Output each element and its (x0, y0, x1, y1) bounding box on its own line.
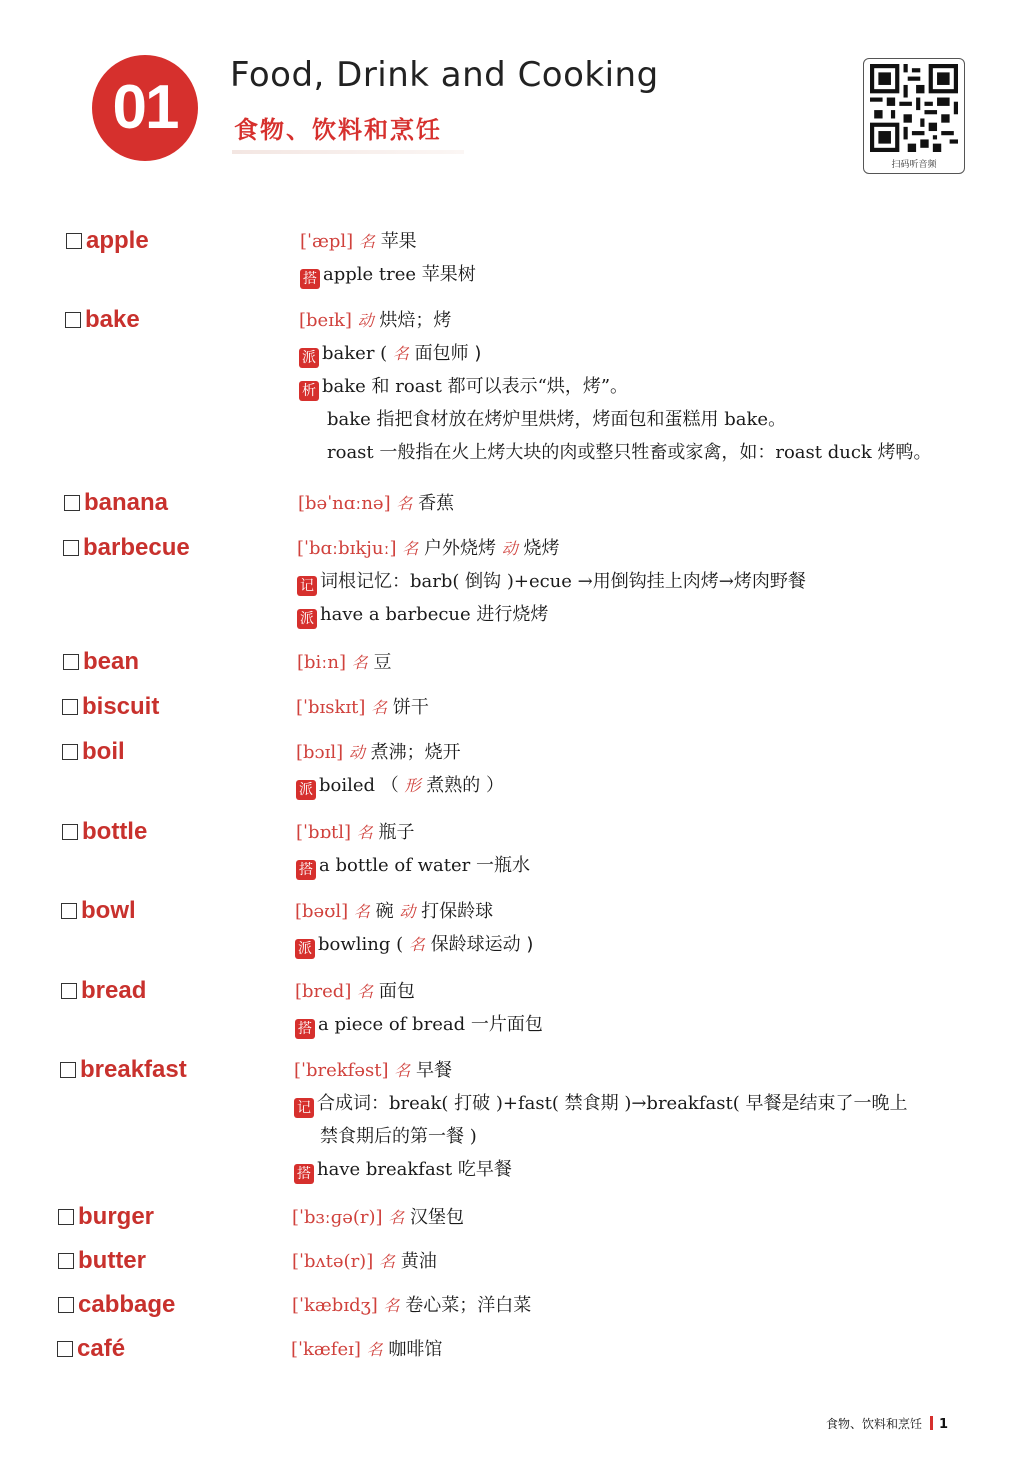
definition-line (292, 1206, 464, 1230)
meaning: 面包 (378, 981, 415, 1002)
meaning: 碗 (375, 901, 394, 922)
part-of-speech: 名 (408, 935, 425, 954)
meaning: 瓶子 (378, 822, 415, 843)
phonetic: [ˈbɒtl] (296, 822, 352, 843)
unit-number-badge: 01 (92, 55, 198, 161)
definition-line (327, 408, 786, 432)
note-tag: 析 (299, 381, 319, 401)
definition-line (292, 1250, 437, 1274)
headword-text: biscuit (82, 693, 160, 720)
phonetic: [ˈkæbɪdʒ] (292, 1295, 378, 1316)
checkbox[interactable] (58, 1209, 74, 1225)
headword-text: boil (82, 738, 125, 765)
checkbox[interactable] (58, 1253, 74, 1269)
part-of-speech: 名 (358, 232, 375, 251)
meaning: 咖啡馆 (388, 1339, 443, 1360)
meaning: 苹果 (380, 231, 417, 252)
entry-headword (65, 305, 140, 335)
title-underline (232, 150, 464, 154)
phonetic: [ˈbʌtə(r)] (292, 1251, 374, 1272)
note-text: boiled （ (319, 775, 405, 796)
unit-title-english: Food, Drink and Cooking (230, 55, 659, 95)
part-of-speech: 形 (404, 776, 421, 795)
part-of-speech: 名 (371, 698, 388, 717)
page-footer (826, 1415, 948, 1432)
definition-line (295, 933, 533, 959)
meaning: 烧烤 (523, 538, 560, 559)
note-text: roast 一般指在火上烤大块的肉或整只牲畜或家禽，如：roast duck 烤鸭。 (327, 442, 932, 463)
note-tag: 派 (297, 609, 317, 629)
part-of-speech: 名 (396, 494, 413, 513)
definition-line (297, 603, 548, 629)
part-of-speech: 名 (392, 344, 409, 363)
definition-line (296, 854, 530, 880)
phonetic: [ˈbɑːbɪkjuː] (297, 538, 397, 559)
definition-line (296, 741, 461, 765)
headword-text: banana (84, 489, 169, 516)
checkbox[interactable] (64, 495, 80, 511)
unit-title-chinese: 食物、饮料和烹饪 (234, 116, 442, 144)
checkbox[interactable] (61, 983, 77, 999)
qr-caption: 扫码听音频 (891, 160, 937, 170)
checkbox[interactable] (62, 824, 78, 840)
definition-line (299, 342, 481, 368)
checkbox[interactable] (65, 312, 81, 328)
entry-headword (63, 533, 190, 563)
checkbox[interactable] (62, 744, 78, 760)
note-tag: 搭 (300, 269, 320, 289)
definition-line (297, 537, 560, 561)
page-number: 1 (939, 1417, 949, 1432)
meaning: 煮沸；烧开 (370, 742, 461, 763)
checkbox[interactable] (62, 699, 78, 715)
definition-line (297, 570, 806, 596)
phonetic: [ˈbɜːɡə(r)] (292, 1207, 383, 1228)
note-tag: 记 (294, 1098, 314, 1118)
phonetic: [biːn] (297, 652, 346, 673)
part-of-speech: 名 (353, 902, 370, 921)
definition-line (320, 1125, 477, 1149)
entry-headword (64, 488, 168, 518)
checkbox[interactable] (60, 1062, 76, 1078)
definition-line (292, 1294, 531, 1318)
note-text: 保龄球运动 ) (424, 934, 534, 955)
part-of-speech: 动 (348, 743, 365, 762)
phonetic: [bred] (295, 981, 352, 1002)
definition-line (299, 309, 451, 333)
definition-line (296, 821, 415, 845)
checkbox[interactable] (57, 1341, 73, 1357)
phonetic: [ˈkæfeɪ] (291, 1339, 361, 1360)
note-text: bake 和 roast 都可以表示“烘，烤”。 (322, 376, 629, 397)
headword-text: cabbage (78, 1291, 176, 1318)
note-text: have breakfast 吃早餐 (317, 1159, 512, 1180)
note-text: bowling ( (318, 934, 409, 955)
entry-headword (62, 737, 125, 767)
meaning: 打保龄球 (421, 901, 494, 922)
headword-text: barbecue (83, 534, 190, 561)
note-text: bake 指把食材放在烤炉里烘烤，烤面包和蛋糕用 bake。 (327, 409, 787, 430)
definition-line (327, 441, 932, 465)
definition-line (294, 1059, 452, 1083)
definition-line (295, 900, 493, 924)
phonetic: [ˈbɪskɪt] (296, 697, 366, 718)
headword-text: bread (81, 977, 147, 1004)
note-tag: 派 (295, 939, 315, 959)
headword-text: bowl (81, 897, 136, 924)
part-of-speech: 名 (402, 539, 419, 558)
headword-text: bottle (82, 818, 148, 845)
part-of-speech: 动 (357, 311, 374, 330)
entry-headword (62, 817, 147, 847)
note-text: baker ( (322, 343, 393, 364)
note-text: 煮熟的 ） (420, 775, 504, 796)
note-tag: 记 (297, 576, 317, 596)
part-of-speech: 动 (399, 902, 416, 921)
checkbox[interactable] (63, 540, 79, 556)
phonetic: [ˈæpl] (300, 231, 354, 252)
note-tag: 派 (296, 780, 316, 800)
entry-headword (66, 226, 149, 256)
meaning: 豆 (373, 652, 392, 673)
checkbox[interactable] (58, 1297, 74, 1313)
entry-headword (63, 647, 139, 677)
qr-code-icon (870, 64, 958, 152)
note-text: 面包师 ) (408, 343, 482, 364)
definition-line (294, 1158, 512, 1184)
definition-line (294, 1092, 907, 1118)
part-of-speech: 名 (388, 1208, 405, 1227)
headword-text: café (77, 1335, 126, 1362)
meaning: 黄油 (400, 1251, 437, 1272)
footer-divider (930, 1416, 933, 1430)
definition-line (298, 492, 454, 516)
note-tag: 搭 (295, 1019, 315, 1039)
definition-line (296, 696, 429, 720)
entry-headword (58, 1290, 175, 1320)
note-text: 合成词：break( 打破 )+fast( 禁食期 )→breakfast( 早餐是结束了一晚上 (317, 1093, 908, 1114)
note-text: a piece of bread 一片面包 (318, 1014, 543, 1035)
part-of-speech: 名 (356, 823, 373, 842)
note-text: have a barbecue 进行烧烤 (320, 604, 549, 625)
part-of-speech: 名 (378, 1252, 395, 1271)
meaning: 烘焙；烤 (379, 310, 452, 331)
headword-text: butter (78, 1247, 146, 1274)
headword-text: bake (85, 306, 140, 333)
meaning: 饼干 (392, 697, 429, 718)
phonetic: [bəʊl] (295, 901, 349, 922)
entry-headword (58, 1246, 146, 1276)
note-text: a bottle of water 一瓶水 (319, 855, 530, 876)
note-text: apple tree 苹果树 (323, 264, 476, 285)
entry-headword (61, 896, 136, 926)
definition-line (300, 230, 417, 254)
meaning: 卷心菜；洋白菜 (405, 1295, 532, 1316)
entry-headword (60, 1055, 187, 1085)
checkbox[interactable] (63, 654, 79, 670)
part-of-speech: 名 (394, 1061, 411, 1080)
definition-line (295, 980, 415, 1004)
note-tag: 搭 (294, 1164, 314, 1184)
part-of-speech: 名 (383, 1296, 400, 1315)
meaning: 汉堡包 (410, 1207, 465, 1228)
headword-text: breakfast (80, 1056, 187, 1083)
meaning: 香蕉 (418, 493, 455, 514)
meaning: 早餐 (415, 1060, 452, 1081)
note-tag: 派 (299, 348, 319, 368)
note-text: 禁食期后的第一餐 ) (320, 1126, 477, 1147)
qr-code[interactable] (863, 58, 965, 174)
definition-line (300, 263, 476, 289)
part-of-speech: 名 (357, 982, 374, 1001)
headword-text: apple (86, 227, 149, 254)
headword-text: bean (83, 648, 140, 675)
phonetic: [bɔɪl] (296, 742, 344, 763)
definition-line (296, 774, 504, 800)
entry-headword (61, 976, 146, 1006)
phonetic: [bəˈnɑːnə] (298, 493, 391, 514)
definition-line (299, 375, 628, 401)
definition-line (291, 1338, 442, 1362)
checkbox[interactable] (61, 903, 77, 919)
checkbox[interactable] (66, 233, 82, 249)
meaning: 户外烧烤 (424, 538, 497, 559)
part-of-speech: 动 (501, 539, 518, 558)
part-of-speech: 名 (366, 1340, 383, 1359)
phonetic: [beɪk] (299, 310, 352, 331)
entry-headword (62, 692, 159, 722)
headword-text: burger (78, 1203, 155, 1230)
definition-line (297, 651, 391, 675)
note-text: 词根记忆：barb( 倒钩 )+ecue →用倒钩挂上肉烤→烤肉野餐 (320, 571, 806, 592)
definition-line (295, 1013, 543, 1039)
note-tag: 搭 (296, 860, 316, 880)
part-of-speech: 名 (351, 653, 368, 672)
entry-headword (57, 1334, 125, 1364)
entry-headword (58, 1202, 154, 1232)
phonetic: [ˈbrekfəst] (294, 1060, 389, 1081)
footer-section-label: 食物、饮料和烹饪 (826, 1417, 923, 1431)
